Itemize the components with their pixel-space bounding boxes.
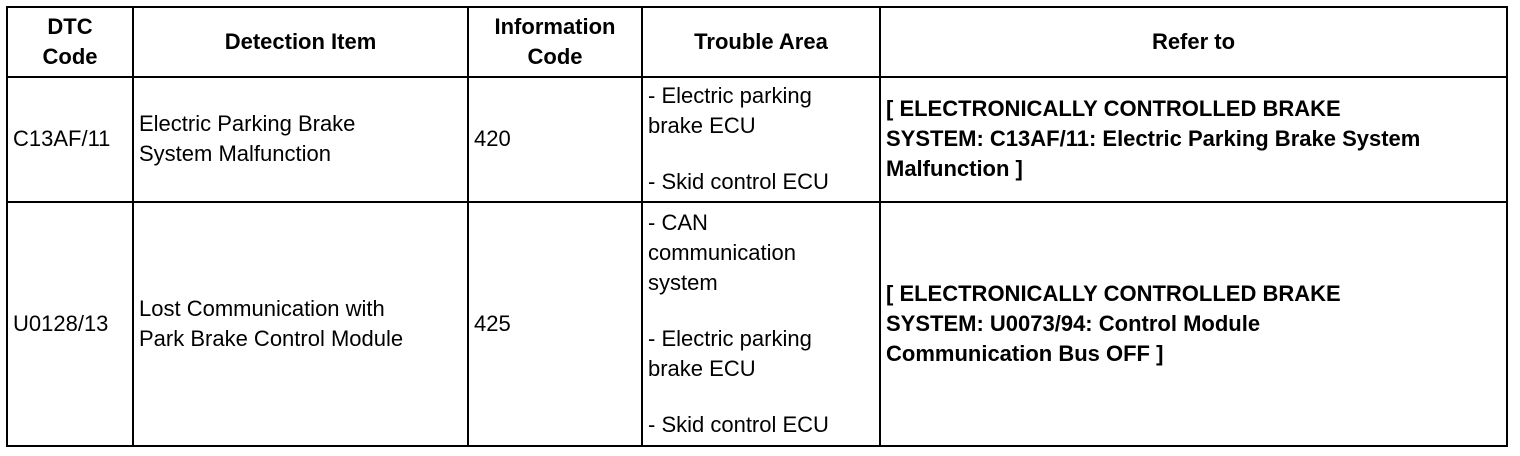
refer-to-cell: [ ELECTRONICALLY CONTROLLED BRAKE SYSTEM: C13AF/11: Electric Parking Brake System Malfunction ]	[880, 77, 1507, 202]
table-row	[7, 202, 1507, 446]
refer-to-cell: [ ELECTRONICALLY CONTROLLED BRAKE SYSTEM: U0073/94: Control Module Communication Bus OFF ]	[880, 202, 1507, 446]
detection-item-cell: Electric Parking Brake System Malfunction	[133, 77, 468, 202]
trouble-area-cell: - CAN communication system - Electric parking brake ECU - Skid control ECU	[642, 202, 880, 446]
header-row	[7, 7, 1507, 77]
header-detection-item: Detection Item	[133, 7, 468, 77]
dtc-code-cell: C13AF/11	[7, 77, 133, 202]
header-trouble-area: Trouble Area	[642, 7, 880, 77]
dtc-code-cell: U0128/13	[7, 202, 133, 446]
detection-item-cell: Lost Communication with Park Brake Control Module	[133, 202, 468, 446]
trouble-area-cell: - Electric parking brake ECU - Skid control ECU	[642, 77, 880, 202]
information-code-cell: 425	[468, 202, 642, 446]
table-row	[7, 77, 1507, 202]
header-dtc-code: DTC Code	[7, 7, 133, 77]
header-information-code: Information Code	[468, 7, 642, 77]
dtc-table	[6, 6, 1508, 447]
header-refer-to: Refer to	[880, 7, 1507, 77]
information-code-cell: 420	[468, 77, 642, 202]
